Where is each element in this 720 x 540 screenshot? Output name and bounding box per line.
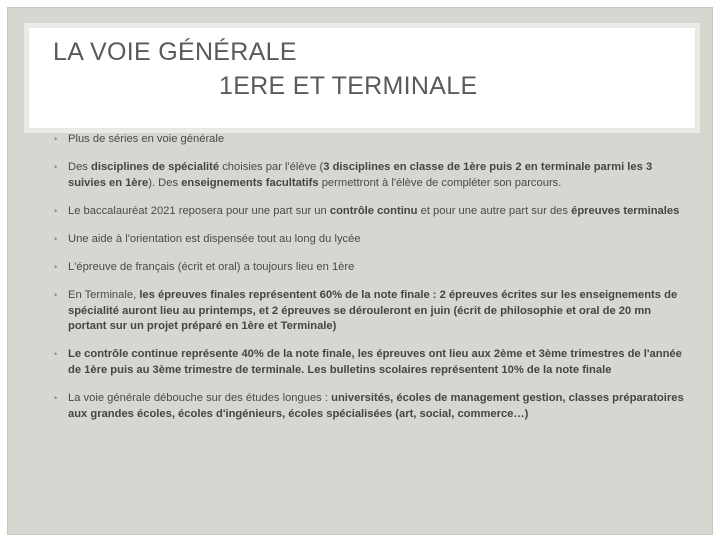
slide-subtitle: 1ERE ET TERMINALE [219, 72, 478, 100]
bullet-text-bold: Le contrôle continue représente 40% de la note finale, les épreuves ont lieu aux 2ème et 3ème trimestres de l'année de 1ère puis au 3ème trimestre de terminale. Les bulletins scolaires représentent 10% de la note finale [68, 348, 682, 376]
bullet-marker: • [54, 134, 58, 144]
bullet-text: Des [68, 161, 92, 174]
bullet-item [48, 391, 688, 422]
title-box [28, 27, 696, 129]
bullet-text-bold: disciplines de spécialité [91, 161, 220, 174]
bullet-marker: • [54, 349, 58, 360]
slide [7, 7, 713, 535]
bullet-item [48, 347, 688, 378]
bullet-text-bold: contrôle continu [329, 204, 418, 217]
bullet-text: En Terminale, [68, 289, 140, 302]
bullet-text: permettront à l'élève de compléter son parcours. [318, 176, 562, 189]
bullet-text: La voie générale débouche sur des études longues : [68, 392, 332, 405]
bullet-marker: • [54, 261, 58, 272]
bullet-marker: • [54, 290, 58, 301]
bullet-item [48, 260, 688, 276]
bullet-text: Une aide à l'orientation est dispensée tout au long du lycée [68, 232, 361, 245]
bullet-text: L'épreuve de français (écrit et oral) a toujours lieu en 1ère [68, 260, 355, 273]
bullet-list [48, 132, 688, 435]
bullet-text: ). Des [148, 176, 182, 189]
bullet-item [48, 204, 688, 220]
bullet-marker: • [54, 393, 58, 404]
bullet-text: choisies par l'élève ( [219, 161, 324, 174]
bullet-marker: • [54, 205, 58, 216]
bullet-marker: • [54, 233, 58, 244]
bullet-text: et pour une autre part sur des [417, 204, 572, 217]
slide-title: LA VOIE GÉNÉRALE [53, 38, 297, 66]
bullet-text: Le baccalauréat 2021 reposera pour une part sur un [68, 204, 330, 217]
bullet-item [48, 288, 688, 335]
bullet-text-bold: épreuves terminales [571, 204, 680, 217]
bullet-text-bold: les épreuves finales représentent 60% de la note finale : 2 épreuves écrites sur les enseignements de spécialité auront lieu au printemps, et 2 épreuves se dérouleront en juin (écrit de philosophie et oral de 20 mn portant sur un projet préparé en 1ère et Terminale) [68, 289, 678, 333]
bullet-item [48, 232, 688, 248]
bullet-text-bold: 3 disciplines en classe de 1ère puis 2 en terminale parmi les 3 suivies en 1ère [68, 161, 653, 189]
bullet-marker: • [54, 162, 58, 173]
bullet-item [48, 132, 688, 148]
bullet-text-bold: enseignements facultatifs [181, 176, 319, 189]
bullet-item [48, 160, 688, 191]
bullet-text: Plus de séries en voie générale [68, 133, 225, 145]
bullet-text-bold: universités, écoles de management gestion, classes préparatoires aux grandes écoles, écoles d'ingénieurs, écoles spécialisées (art, social, commerce…) [68, 392, 684, 420]
